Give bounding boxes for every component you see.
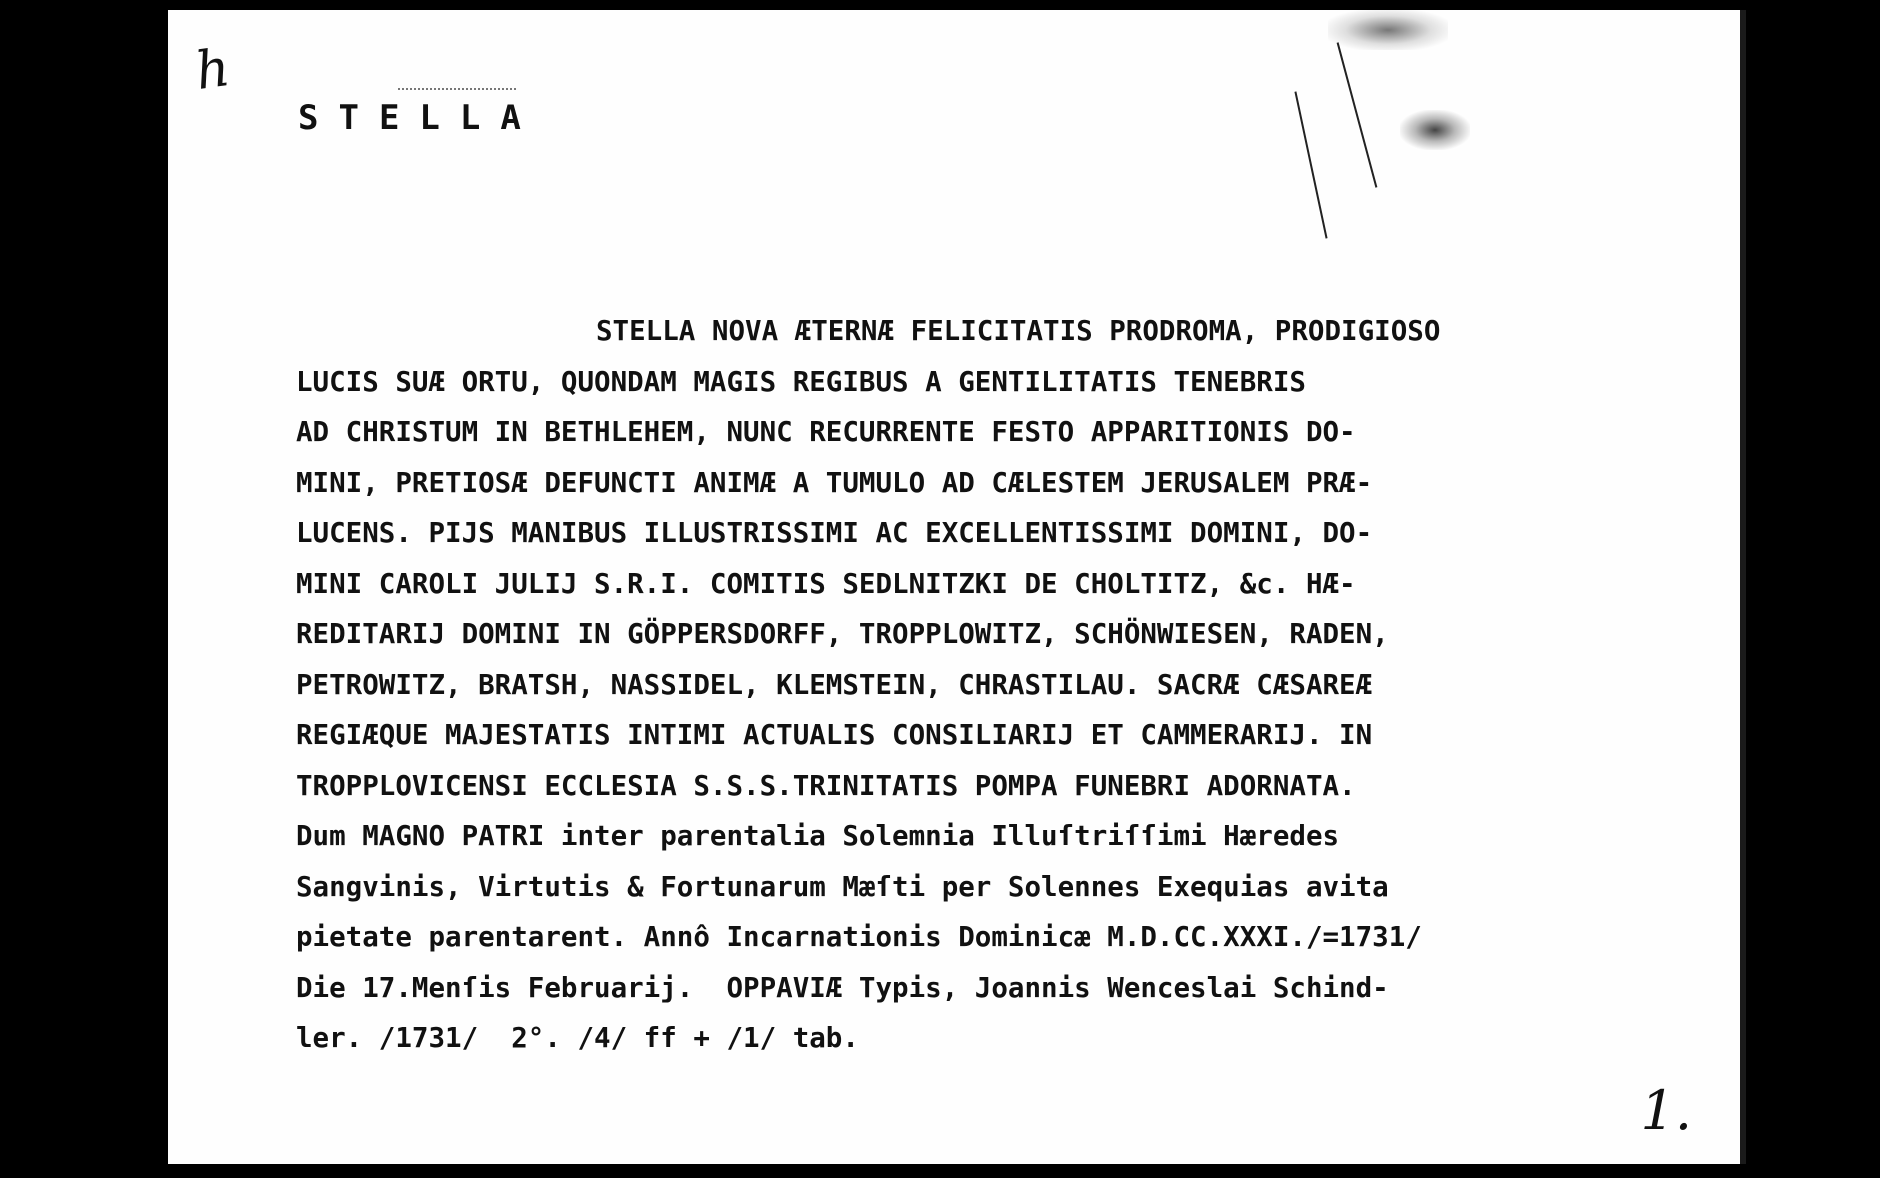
body-line: MINI, PRETIOSÆ DEFUNCTI ANIMÆ A TUMULO AD CÆLESTEM JERUSALEM PRÆ-	[296, 466, 1373, 499]
body-line: AD CHRISTUM IN BETHLEHEM, NUNC RECURRENTE FESTO APPARITIONIS DO-	[296, 416, 1356, 448]
corner-handwritten-mark: h	[191, 37, 234, 103]
body-line: LUCENS. PIJS MANIBUS ILLUSTRISSIMI AC EXCELLENTISSIMI DOMINI, DO-	[296, 517, 1373, 549]
body-line: STELLA NOVA ÆTERNÆ FELICITATIS PRODROMA, PRODIGIOSO	[596, 315, 1441, 347]
body-line: Dum MAGNO PATRI inter parentalia Solemnia Illuſtriſſimi Hæredes	[296, 820, 1340, 852]
top-smudge	[1328, 10, 1448, 50]
page-number-mark: 1.	[1640, 1079, 1692, 1142]
body-line: TROPPLOVICENSI ECCLESIA S.S.S.TRINITATIS POMPA FUNEBRI ADORNATA.	[296, 769, 1356, 802]
body-line: LUCIS SUÆ ORTU, QUONDAM MAGIS REGIBUS A GENTILITATIS TENEBRIS	[296, 365, 1306, 398]
heading-dotted-line	[398, 88, 516, 90]
body-line: ler. /1731/ 2°. /4/ ff + /1/ tab.	[296, 1022, 859, 1054]
card-body	[296, 306, 1696, 1064]
ink-smudge	[1400, 110, 1470, 150]
body-line: REGIÆQUE MAJESTATIS INTIMI ACTUALIS CONSILIARIJ ET CAMMERARIJ. IN	[296, 719, 1373, 751]
body-line: pietate parentarent. Annô Incarnationis Dominicæ M.D.CC.XXXI./=1731/	[296, 921, 1422, 953]
card-heading: STELLA	[298, 98, 541, 138]
body-line: PETROWITZ, BRATSH, NASSIDEL, KLEMSTEIN, CHRASTILAU. SACRÆ CÆSAREÆ	[296, 668, 1373, 701]
body-line: MINI CAROLI JULIJ S.R.I. COMITIS SEDLNITZKI DE CHOLTITZ, &c. HÆ-	[296, 567, 1356, 600]
body-line: Die 17.Menſis Februarij. OPPAVIÆ Typis, Joannis Wenceslai Schind-	[296, 971, 1389, 1004]
catalog-card	[168, 10, 1746, 1164]
scratch-mark	[1337, 42, 1378, 187]
body-line: REDITARIJ DOMINI IN GÖPPERSDORFF, TROPPLOWITZ, SCHÖNWIESEN, RADEN,	[296, 618, 1389, 650]
body-line: Sangvinis, Virtutis & Fortunarum Mæſti per Solennes Exequias avita	[296, 870, 1389, 903]
card-edge-shadow	[1740, 10, 1746, 1164]
scratch-mark	[1294, 91, 1327, 238]
